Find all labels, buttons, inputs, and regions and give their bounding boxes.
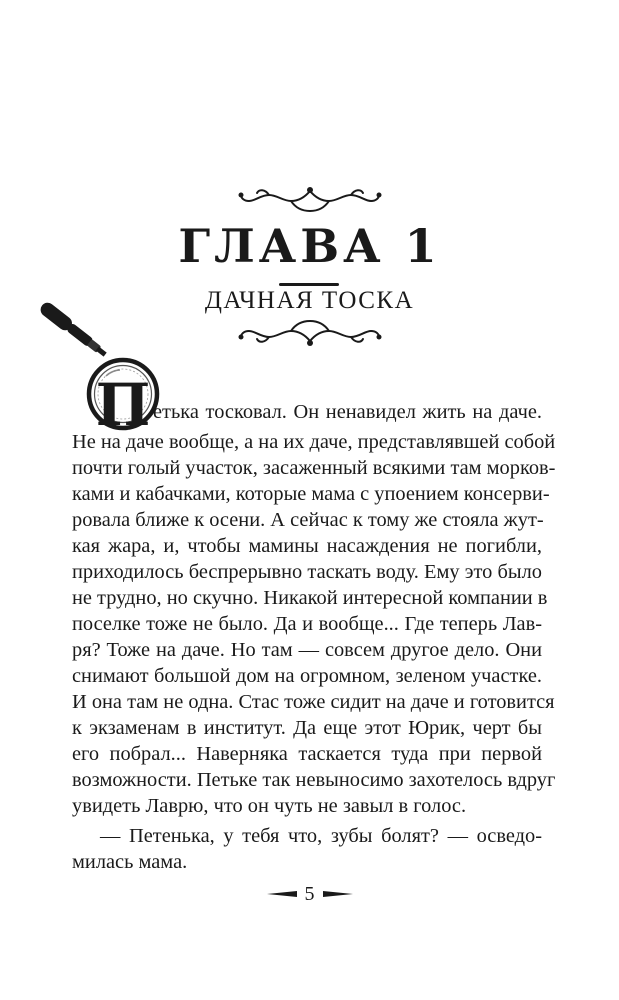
text-line: — Петенька, у тебя что, зубы болят? — осведо- [100, 825, 542, 847]
text-line: к экзаменам в институт. Да еще этот Юрик, черт бы [72, 717, 542, 739]
text-line: его побрал... Наверняка таскается туда при первой [72, 743, 542, 765]
text-line: милась мама. [72, 851, 188, 873]
text-line: почти голый участок, засаженный всякими там морков- [72, 457, 556, 479]
drop-cap-letter: П [95, 371, 151, 439]
page-folio [0, 882, 619, 906]
text-line: И она там не одна. Стас тоже сидит на даче и готовится [72, 691, 555, 713]
text-line: приходилось беспрерывно таскать воду. Ему это было [72, 561, 542, 583]
text-line: снимают большой дом на огромном, зеленом участке. [72, 665, 542, 687]
scroll-ornament-icon [235, 315, 385, 349]
arrow-left-icon [267, 889, 297, 899]
text-line: Не на даче вообще, а на их даче, представлявшей собой [72, 431, 556, 453]
scroll-ornament-icon [235, 185, 385, 217]
text-line: ровала ближе к осени. А сейчас к тому же стояла жут- [72, 509, 544, 531]
chapter-subtitle: ДАЧНАЯ ТОСКА [204, 287, 415, 314]
text-line: кая жара, и, чтобы мамины насаждения не погибли, [72, 535, 542, 557]
page-number: 5 [304, 883, 315, 905]
text-line: увидеть Лаврю, что он чуть не завыл в голос. [72, 795, 467, 817]
chapter-title: ГЛАВА 1 [178, 219, 441, 273]
chapter-ornament-top [0, 185, 619, 217]
arrow-right-icon [323, 889, 353, 899]
text-line: возможности. Петьке так невыносимо захотелось вдруг [72, 769, 556, 791]
text-line: ками и кабачками, которые мама с упоением консерви- [72, 483, 550, 505]
text-line: не трудно, но скучно. Никакой интересной компании в [72, 587, 548, 609]
text-line: ря? Тоже на даче. Но там — совсем другое дело. Они [72, 639, 542, 661]
text-line: поселке тоже не было. Да и вообще... Где теперь Лав- [72, 613, 542, 635]
text-line: етька тосковал. Он ненавидел жить на даче. [153, 401, 542, 423]
